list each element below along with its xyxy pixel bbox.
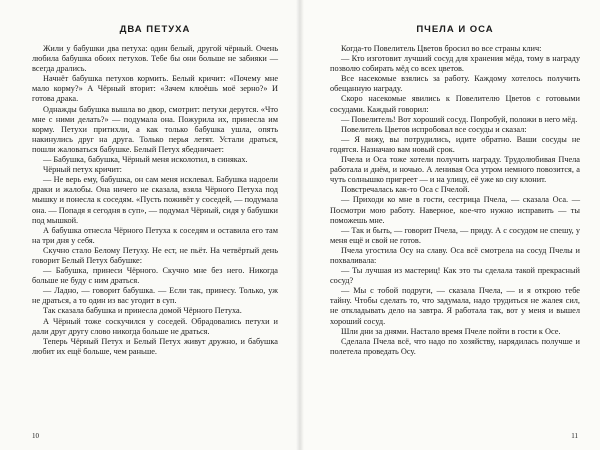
page-number: 10 (32, 432, 39, 440)
paragraph: Теперь Чёрный Петух и Белый Петух живут дружно, и бабушка любит их ещё больше, чем раньше. (32, 336, 278, 356)
paragraph: Начнёт бабушка петухов кормить. Белый кричит: «Почему мне мало корму?» А Чёрный вторит: «Зачем клюёшь моё зерно?» И готова драка. (32, 74, 278, 104)
paragraph: Пчела и Оса тоже хотели получить награду. Трудолюбивая Пчела работала и днём, и ночью. А ленивая Оса утром немного повозится, а чуть солнышко пригреет — и на улицу, её уже ко сну клонит. (330, 155, 580, 185)
paragraph: — Ты лучшая из мастериц! Как это ты сделала такой прекрасный сосуд? (330, 266, 580, 286)
page-number: 11 (571, 432, 578, 440)
paragraph: Шли дни за днями. Настало время Пчеле пойти в гости к Осе. (341, 326, 561, 336)
book-gutter (296, 0, 304, 450)
paragraph: Все насекомые взялись за работу. Каждому хотелось получить обещанную награду. (330, 74, 580, 94)
paragraph: Пчела угостила Осу на славу. Оса всё смотрела на сосуд Пчелы и похваливала: (330, 245, 580, 265)
story-title: ПЧЕЛА И ОСА (416, 24, 494, 35)
paragraph: — Ладно, — говорит бабушка. — Если так, принесу. Только, уж не драться, а то один из вас угодит в суп. (32, 286, 278, 306)
paragraph: Когда-то Повелитель Цветов бросил во все страны клич: (341, 44, 542, 53)
paragraph: — Приходи ко мне в гости, сестрица Пчела, — сказала Оса. — Посмотри мою работу. Наверное, кое-что нужно исправить — ты поможешь мне. (330, 195, 580, 225)
paragraph: — Мы с тобой подруги, — сказала Пчела, — и я открою тебе тайну. Чтобы сделать то, что задумала, надо трудиться не жалея сил, не откладывать дело на завтра. Я работала так, вот у меня и вышел хороший сосуд. (330, 286, 580, 326)
paragraph: Повелитель Цветов испробовал все сосуды и сказал: (341, 124, 527, 134)
paragraph: Однажды бабушка вышла во двор, смотрит: петухи дерутся. «Что мне с ними делать?» — подумала она. Пожурила их, принесла им корму. Петухи притихли, а как только бабушка ушла, опять накинулись друг на друга. Только перья летят. Устали драться, пошли жаловаться бабушке. Белый Петух ябедничает: (32, 104, 278, 154)
paragraph: А бабушка отнесла Чёрного Петуха к соседям и оставила его там на три дня у себя. (32, 225, 278, 245)
paragraph: — Не верь ему, бабушка, он сам меня исклевал. Бабушка надоели драки и жалобы. Она ничего не сказала, взяла Чёрного Петуха под мышку и понесла к соседям. «Пусть поживёт у соседей, — подумала она. — Попадя я сегодня в суп», — подумал Чёрный, сидя у бабушки под мышкой. (32, 175, 278, 225)
right-page-text (330, 22, 580, 357)
paragraph: — Бабушка, бабушка, Чёрный меня исколотил, в синяках. (43, 155, 248, 165)
paragraph: Сделала Пчела всё, что надо по хозяйству, нарядилась получше и полетела проведать Осу. (330, 336, 580, 356)
paragraph: — Бабушка, принеси Чёрного. Скучно мне без него. Никогда больше не буду с ним драться. (32, 266, 278, 286)
paragraph: — Кто изготовит лучший сосуд для хранения мёда, тому в награду позволю собирать мёд со всех цветов. (330, 54, 580, 74)
left-page-text (32, 22, 278, 357)
story-title: ДВА ПЕТУХА (119, 24, 191, 35)
paragraph: Жили у бабушки два петуха: один белый, другой чёрный. Очень любила бабушка обоих петухов. Тебе бы они больше не забияки — всегда дрались. (32, 44, 278, 74)
paragraph: — Я вижу, вы потрудились, идите обратно. Ваши сосуды не годятся. Назначаю вам новый срок. (330, 134, 580, 154)
paragraph: — Так и быть, — говорит Пчела, — приду. А с сосудом не спешу, у меня ещё и свой не готов. (330, 225, 580, 245)
paragraph: — Повелитель! Вот хороший сосуд. Попробуй, положи в него мёд. (341, 114, 578, 124)
paragraph: Скоро насекомые явились к Повелителю Цветов с готовыми сосудами. Каждый говорил: (330, 94, 580, 114)
paragraph: Так сказала бабушка и принесла домой Чёрного Петуха. (43, 306, 242, 316)
paragraph: Скучно стало Белому Петуху. Не ест, не пьёт. На четвёртый день говорит Белый Петух бабушке: (32, 245, 278, 265)
paragraph: Повстречалась как-то Оса с Пчелой. (341, 185, 470, 195)
paragraph: А Чёрный тоже соскучился у соседей. Обрадовались петухи и дали друг другу слово никогда больше не драться. (32, 316, 278, 336)
right-page (300, 0, 600, 450)
paragraph: Чёрный петух кричит: (43, 165, 122, 175)
